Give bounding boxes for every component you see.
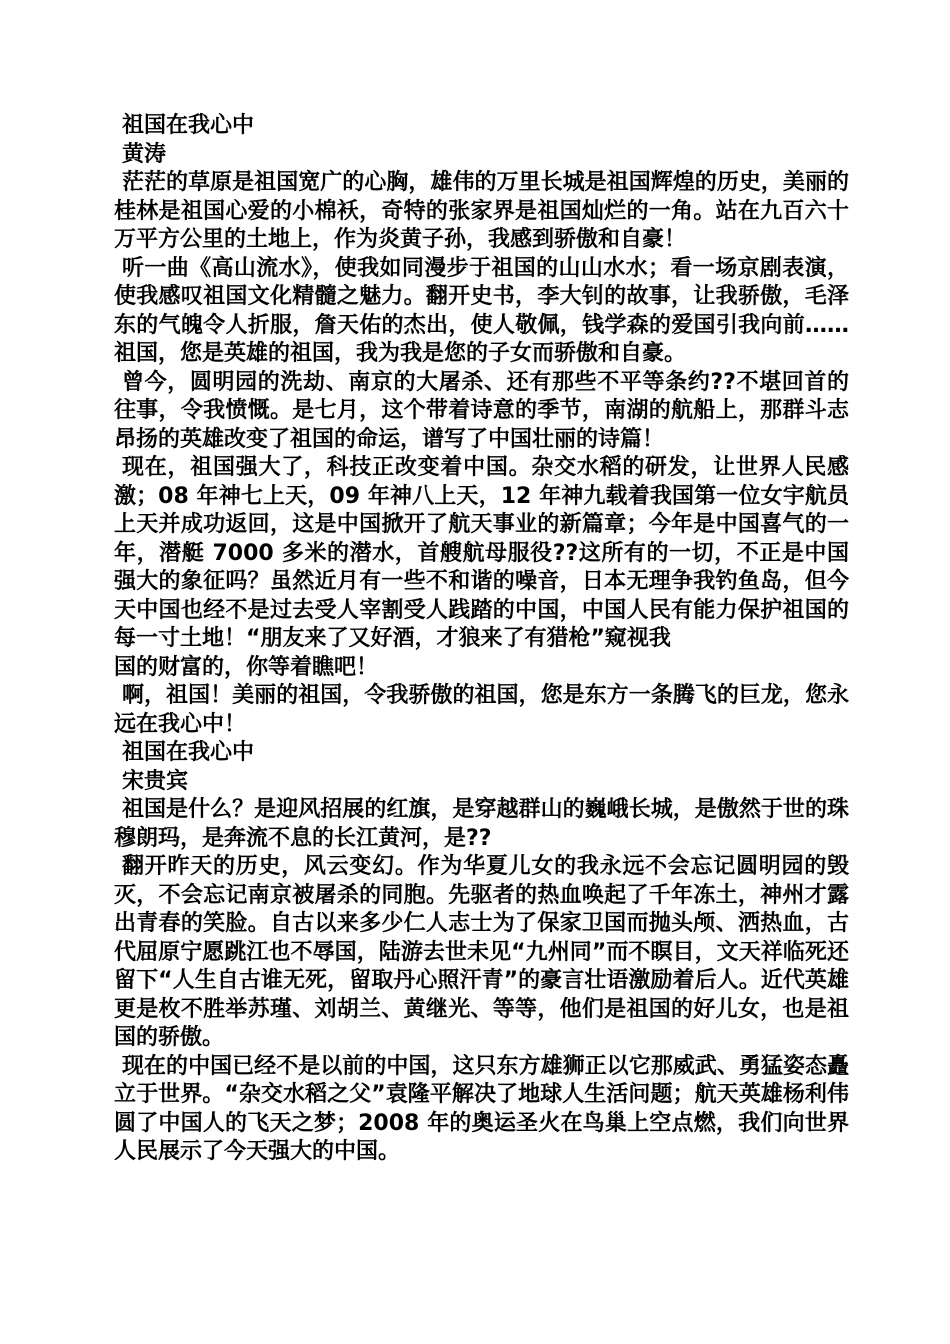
essay-1-title: 祖国在我心中 — [122, 113, 255, 138]
essay-1-paragraph-3: 曾今，圆明园的洗劫、南京的大屠杀、还有那些不平等条约??不堪回首的往事，令我愤慨。是七月，这个带着诗意的季节，南湖的航船上，那群斗志昂扬的英雄改变了祖国的命运，谱写了中国壮丽的诗篇！ — [114, 369, 849, 452]
essay-1-paragraph-4-continued: 国的财富的，你等着瞧吧！ — [114, 654, 379, 680]
essay-2-paragraph-3: 现在的中国已经不是以前的中国，这只东方雄狮正以它那威武、勇猛姿态矗立于世界。“杂交水稻之父”袁隆平解决了地球人生活问题；航天英雄杨利伟圆了中国人的飞天之梦；2008 年的奥运圣火在鸟巢上空点燃，我们向世界人民展示了今天强大的中国。 — [114, 1053, 849, 1164]
essay-1-author: 黄涛 — [122, 141, 167, 167]
essay-1-paragraph-2: 听一曲《高山流水》，使我如同漫步于祖国的山山水水；看一场京剧表演，使我感叹祖国文化精髓之魅力。翻开史书，李大钊的故事，让我骄傲，毛泽东的气魄令人折服，詹天佑的杰出，使人敬佩，钱学森的爱国引我向前……祖国，您是英雄的祖国，我为我是您的子女而骄傲和自豪。 — [114, 255, 849, 366]
document-page — [114, 112, 849, 1167]
essay-2-paragraph-2: 翻开昨天的历史，风云变幻。作为华夏儿女的我永远不会忘记圆明园的毁灭，不会忘记南京被屠杀的同胞。先驱者的热血唤起了千年冻土，神州才露出青春的笑脸。自古以来多少仁人志士为了保家卫国而抛头颅、洒热血，古代屈原宁愿跳江也不辱国，陆游去世未见“九州同”而不瞑目，文天祥临死还留下“人生自古谁无死，留取丹心照汗青”的豪言壮语激励着后人。近代英雄更是枚不胜举苏瑾、刘胡兰、黄继光、等等，他们是祖国的好儿女，也是祖国的骄傲。 — [114, 854, 849, 1050]
essay-2-title: 祖国在我心中 — [122, 740, 255, 765]
essay-2-author: 宋贵宾 — [122, 768, 189, 794]
essay-1-paragraph-4: 现在，祖国强大了，科技正改变着中国。杂交水稻的研发，让世界人民感激；08 年神七上天，09 年神八上天，12 年神九载着我国第一位女宇航员上天并成功返回，这是中国掀开了航天事业的新篇章；今年是中国喜气的一年，潜艇 7000 多米的潜水，首艘航母服役??这所有的一切，不正是中国强大的象征吗？虽然近月有一些不和谐的噪音，日本无理争我钓鱼岛，但今天中国也经不是过去受人宰割受人践踏的中国，中国人民有能力保护祖国的每一寸土地！“朋友来了又好酒，才狼来了有猎枪”窥视我 — [114, 455, 849, 651]
essay-1-paragraph-1: 茫茫的草原是祖国宽广的心胸，雄伟的万里长城是祖国辉煌的历史，美丽的桂林是祖国心爱的小棉袄，奇特的张家界是祖国灿烂的一角。站在九百六十万平方公里的土地上，作为炎黄子孙，我感到骄傲和自豪！ — [114, 170, 849, 252]
essay-1-paragraph-5: 啊，祖国！美丽的祖国，令我骄傲的祖国，您是东方一条腾飞的巨龙，您永远在我心中！ — [114, 683, 849, 737]
essay-2-paragraph-1: 祖国是什么？是迎风招展的红旗，是穿越群山的巍峨长城，是傲然于世的珠穆朗玛，是奔流不息的长江黄河，是?? — [114, 797, 849, 851]
